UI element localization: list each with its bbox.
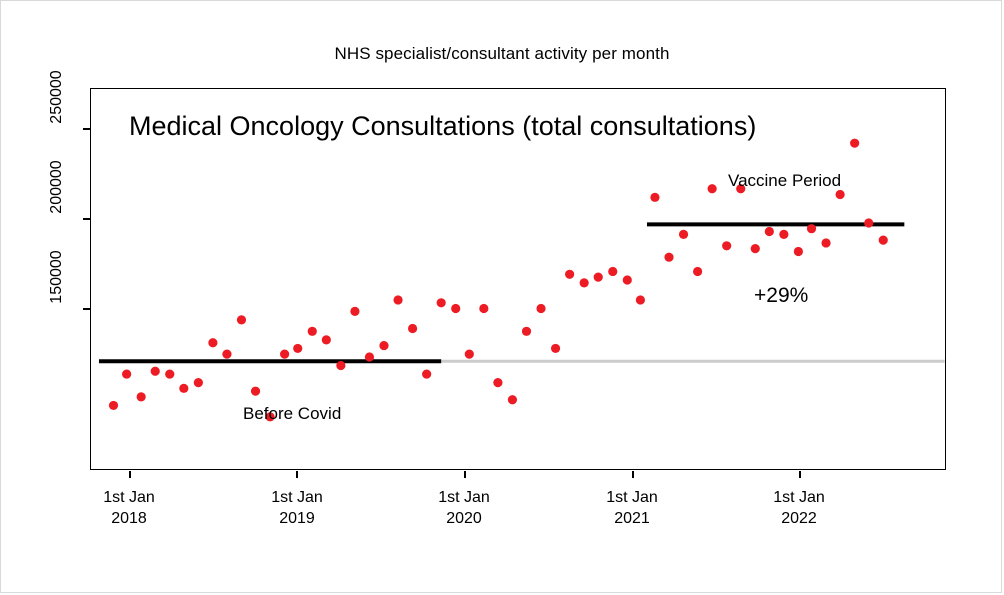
y-axis-tick-200000: 200000 xyxy=(48,160,65,214)
data-point xyxy=(165,369,174,378)
x-axis-tick-2021-line2: 2021 xyxy=(614,510,650,527)
data-point xyxy=(565,270,574,279)
x-axis-tick-2018 xyxy=(69,487,189,529)
data-point xyxy=(251,387,260,396)
data-point xyxy=(807,224,816,233)
data-point xyxy=(393,295,402,304)
y-axis-tick-250000: 250000 xyxy=(48,70,65,124)
data-point xyxy=(493,378,502,387)
data-point xyxy=(437,298,446,307)
x-axis-tick-2019 xyxy=(237,487,357,529)
data-point xyxy=(222,350,231,359)
y-tick-mark-200000 xyxy=(83,218,90,220)
plot-area xyxy=(90,88,946,470)
data-point xyxy=(350,307,359,316)
plot-canvas xyxy=(91,89,947,471)
data-point xyxy=(650,193,659,202)
data-point xyxy=(451,304,460,313)
x-tick-mark-2022 xyxy=(799,471,801,478)
data-point xyxy=(551,344,560,353)
data-point xyxy=(508,395,517,404)
x-tick-mark-2021 xyxy=(632,471,634,478)
data-point xyxy=(751,244,760,253)
data-point xyxy=(336,361,345,370)
data-point xyxy=(194,378,203,387)
annotation-vaccine-period: Vaccine Period xyxy=(728,171,842,190)
annotation-percent-change: +29% xyxy=(754,284,809,307)
data-point xyxy=(479,304,488,313)
data-point xyxy=(636,295,645,304)
data-point xyxy=(151,367,160,376)
data-point xyxy=(137,392,146,401)
x-tick-mark-2019 xyxy=(296,471,298,478)
data-point xyxy=(794,247,803,256)
data-point xyxy=(879,235,888,244)
y-tick-mark-150000 xyxy=(83,308,90,310)
data-point xyxy=(722,241,731,250)
data-point xyxy=(836,190,845,199)
x-axis-tick-2022 xyxy=(739,487,859,529)
x-tick-mark-2020 xyxy=(464,471,466,478)
data-point xyxy=(594,273,603,282)
data-point xyxy=(293,344,302,353)
data-point xyxy=(422,369,431,378)
x-tick-mark-2018 xyxy=(129,471,131,478)
x-axis-tick-2020-line2: 2020 xyxy=(446,510,482,527)
data-point xyxy=(322,335,331,344)
data-point xyxy=(408,324,417,333)
x-axis-tick-2022-line1: 1st Jan xyxy=(773,489,825,506)
data-point xyxy=(679,230,688,239)
plot-title: Medical Oncology Consultations (total consultations) xyxy=(129,111,757,141)
annotation-before-covid: Before Covid xyxy=(243,404,342,423)
data-point xyxy=(779,230,788,239)
x-axis-tick-2022-line2: 2022 xyxy=(781,510,817,527)
data-point xyxy=(365,352,374,361)
data-point xyxy=(693,267,702,276)
x-axis-tick-2018-line2: 2018 xyxy=(111,510,147,527)
data-point xyxy=(708,184,717,193)
data-point xyxy=(109,401,118,410)
data-point xyxy=(465,350,474,359)
data-point xyxy=(522,327,531,336)
data-point xyxy=(821,238,830,247)
data-point xyxy=(379,341,388,350)
chart-supertitle: NHS specialist/consultant activity per month xyxy=(334,44,670,63)
x-axis-tick-2020-line1: 1st Jan xyxy=(438,489,490,506)
data-point xyxy=(280,350,289,359)
data-point xyxy=(864,218,873,227)
data-point xyxy=(208,338,217,347)
x-axis-tick-2020 xyxy=(404,487,524,529)
data-point xyxy=(308,327,317,336)
x-axis-tick-2019-line2: 2019 xyxy=(279,510,315,527)
y-tick-mark-250000 xyxy=(83,128,90,130)
data-point xyxy=(608,267,617,276)
data-point xyxy=(237,315,246,324)
data-point xyxy=(765,227,774,236)
data-point xyxy=(623,275,632,284)
data-point xyxy=(179,384,188,393)
data-point xyxy=(122,369,131,378)
x-axis-tick-2021-line1: 1st Jan xyxy=(606,489,658,506)
data-point xyxy=(850,139,859,148)
y-axis-tick-150000: 150000 xyxy=(48,250,65,304)
data-point xyxy=(664,253,673,262)
data-point xyxy=(536,304,545,313)
data-point xyxy=(580,278,589,287)
x-axis-tick-2021 xyxy=(572,487,692,529)
x-axis-tick-2019-line1: 1st Jan xyxy=(271,489,323,506)
x-axis-tick-2018-line1: 1st Jan xyxy=(103,489,155,506)
